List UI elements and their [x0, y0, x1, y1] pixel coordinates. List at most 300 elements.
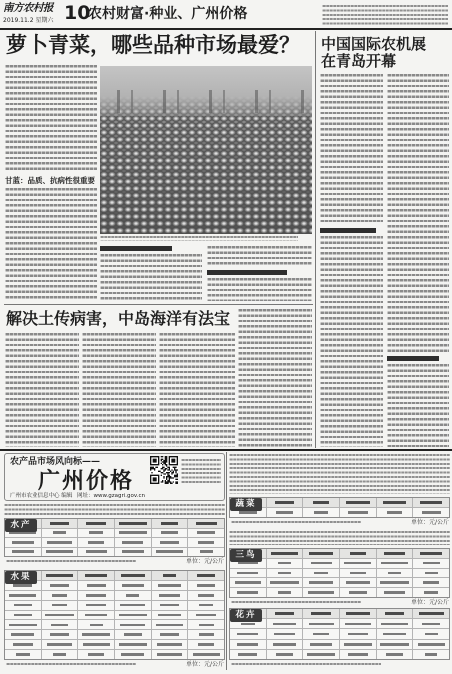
price-section-banner	[4, 453, 225, 501]
section-title: 农村财富·种业、广州价格	[88, 6, 248, 22]
table-cell-text	[197, 574, 214, 577]
table-cell	[114, 640, 151, 649]
table-cell	[339, 629, 376, 638]
table-cell	[151, 611, 188, 620]
table-cell	[412, 629, 449, 638]
table-row	[230, 639, 449, 649]
table-cell	[302, 588, 339, 597]
table-cell	[187, 571, 224, 580]
table-cell	[376, 508, 413, 517]
table-cell-text	[384, 591, 405, 594]
table-cell	[41, 538, 78, 547]
table-row	[230, 568, 449, 578]
table-cell-text	[310, 643, 332, 646]
sidebar-headline-line2: 在青岛开幕	[321, 52, 397, 70]
photo-caption	[100, 236, 298, 241]
table-row	[5, 649, 224, 659]
table-cell-text	[198, 541, 214, 544]
table-cell-text	[124, 633, 142, 636]
table-unit: 单位：元/公斤	[185, 558, 224, 565]
table-cell	[339, 588, 376, 597]
table-cell-text	[121, 574, 145, 577]
table-cell-text	[237, 572, 258, 575]
article-body-text	[5, 188, 97, 300]
table-cell-text	[350, 572, 366, 575]
table-cell-text	[383, 501, 407, 504]
table-cell-text	[344, 562, 371, 565]
table-cell-text	[307, 653, 335, 656]
table-cell	[266, 498, 303, 507]
masthead	[0, 0, 452, 28]
table-cell	[41, 519, 78, 528]
table-cell-text	[348, 633, 369, 636]
table-row	[230, 507, 449, 517]
table-cell	[77, 548, 114, 557]
table-cell-text	[87, 584, 106, 587]
table-cell-text	[120, 624, 145, 627]
table-cell-text	[83, 643, 110, 646]
table-cell-text	[386, 653, 403, 656]
table-cell-text	[9, 624, 37, 627]
table-cell-text	[346, 501, 370, 504]
table-cell	[5, 650, 41, 659]
table-cell	[5, 630, 41, 639]
table-cell	[151, 519, 188, 528]
table-cell	[302, 578, 339, 587]
table-cell-text	[198, 643, 214, 646]
table-cell	[230, 578, 266, 587]
table-cell	[187, 548, 224, 557]
table-cell	[114, 538, 151, 547]
table-cell	[5, 611, 41, 620]
table-cell-text	[388, 572, 400, 575]
table-label-vegetables: 蔬菜	[230, 498, 262, 511]
market-note-text	[229, 454, 450, 494]
price-table-flowers	[229, 608, 450, 660]
table-row	[230, 549, 449, 558]
table-cell	[151, 630, 188, 639]
table-cell	[230, 569, 266, 578]
table-cell	[412, 498, 449, 507]
table-cell-text	[85, 574, 107, 577]
table-cell	[339, 508, 376, 517]
table-cell-text	[161, 522, 177, 525]
price-section-rule	[0, 449, 452, 451]
table-cell-text	[425, 653, 438, 656]
table-cell	[376, 588, 413, 597]
table-cell-text	[122, 584, 144, 587]
table-cell	[187, 519, 224, 528]
table-cell	[77, 620, 114, 629]
table-cell-text	[424, 591, 438, 594]
table-cell-text	[275, 612, 294, 615]
table-row	[230, 498, 449, 507]
table-cell-text	[86, 594, 106, 597]
table-cell	[77, 538, 114, 547]
table-cell	[41, 548, 78, 557]
price-table-poultry	[229, 548, 450, 598]
table-cell-text	[156, 550, 183, 553]
article-divider	[4, 304, 313, 305]
table-cell	[376, 549, 413, 558]
table-cell	[151, 529, 188, 538]
table-cell-text	[90, 624, 103, 627]
table-cell-text	[88, 653, 104, 656]
table-cell-text	[423, 562, 440, 565]
issue-date: 2019.11.2 星期六	[3, 17, 54, 24]
table-cell-text	[237, 591, 258, 594]
table-cell-text	[120, 604, 145, 607]
table-cell-text	[380, 643, 408, 646]
table-cell-text	[119, 643, 147, 646]
table-cell	[302, 609, 339, 618]
table-cell	[41, 601, 78, 610]
table-cell-text	[160, 633, 179, 636]
table-cell-text	[85, 614, 107, 617]
table-cell-text	[9, 594, 36, 597]
table-cell	[412, 559, 449, 568]
table-row	[5, 547, 224, 557]
table-cell	[266, 640, 303, 649]
table-cell-text	[344, 643, 372, 646]
table-cell	[302, 650, 339, 659]
table-cell	[187, 601, 224, 610]
table-cell	[187, 591, 224, 600]
table-cell-text	[193, 653, 220, 656]
table-cell	[302, 508, 339, 517]
table-row	[5, 629, 224, 639]
table-cell	[41, 529, 78, 538]
table-cell	[41, 591, 78, 600]
table-cell-text	[14, 604, 32, 607]
table-row	[5, 519, 224, 528]
table-cell-text	[196, 522, 217, 525]
qr-code	[150, 456, 178, 484]
table-cell	[376, 640, 413, 649]
table-cell-text	[350, 552, 365, 555]
table-cell	[339, 578, 376, 587]
table-cell	[187, 529, 224, 538]
table-cell	[376, 559, 413, 568]
table-cell-text	[157, 643, 182, 646]
table-row	[5, 610, 224, 620]
table-cell-text	[86, 550, 107, 553]
price-section-website: 网址：www.gzagri.gov.cn	[77, 493, 145, 499]
table-cell	[412, 549, 449, 558]
table-cell-text	[50, 633, 69, 636]
table-cell	[412, 609, 449, 618]
table-row	[5, 580, 224, 590]
table-row	[230, 649, 449, 659]
table-cell	[266, 508, 303, 517]
table-cell	[187, 630, 224, 639]
table-cell	[339, 559, 376, 568]
table-cell-text	[235, 581, 262, 584]
table-cell-text	[314, 511, 328, 514]
table-cell-text	[419, 612, 444, 615]
table-cell-text	[47, 643, 72, 646]
table-cell	[376, 578, 413, 587]
article-body-text	[320, 74, 383, 224]
table-cell	[151, 571, 188, 580]
qr-caption-text	[181, 459, 221, 485]
table-cell-text	[271, 552, 298, 555]
table-cell	[114, 571, 151, 580]
table-label-poultry: 三鸟	[230, 549, 262, 562]
price-table-vegetables	[229, 497, 450, 518]
table-cell-text	[52, 594, 67, 597]
table-cell-text	[309, 623, 334, 626]
table-cell-text	[13, 584, 32, 587]
article-subhead: 甘蓝：品质、抗病性很重要	[5, 176, 95, 185]
table-cell	[151, 591, 188, 600]
table-cell-text	[383, 633, 405, 636]
table-cell-text	[119, 522, 147, 525]
table-cell-text	[14, 614, 32, 617]
table-cell-text	[273, 623, 295, 626]
table-cell	[230, 588, 266, 597]
price-table-fruit	[4, 570, 225, 660]
table-cell	[266, 650, 303, 659]
table-cell-text	[422, 511, 441, 514]
table-cell	[114, 630, 151, 639]
table-cell-text	[425, 572, 438, 575]
article-subhead-bar	[100, 246, 172, 251]
article-body-text	[207, 246, 312, 267]
table-cell-text	[53, 531, 67, 534]
table-row	[5, 590, 224, 600]
table-row	[230, 577, 449, 587]
table-cell	[77, 591, 114, 600]
article-body-text	[387, 74, 449, 352]
table-row	[230, 628, 449, 638]
cabbage-field-photo	[100, 66, 312, 234]
table-cell	[5, 620, 41, 629]
table-cell-text	[16, 653, 30, 656]
table-cell	[114, 519, 151, 528]
masthead-rule	[0, 28, 452, 30]
table-cell-text	[381, 623, 408, 626]
table-cell-text	[200, 550, 213, 553]
table-cell-text	[160, 604, 179, 607]
table-cell-text	[348, 511, 368, 514]
table-cell-text	[161, 531, 178, 534]
table-row	[230, 558, 449, 568]
table-cell	[41, 630, 78, 639]
table-cell	[266, 609, 303, 618]
table-cell	[114, 601, 151, 610]
table-cell	[41, 620, 78, 629]
table-row	[5, 619, 224, 629]
table-cell-text	[238, 653, 257, 656]
table-cell	[412, 640, 449, 649]
table-cell-text	[380, 581, 408, 584]
table-cell	[302, 498, 339, 507]
table-cell	[151, 650, 188, 659]
table-cell-text	[199, 624, 214, 627]
table-cell	[77, 601, 114, 610]
table-cell-text	[311, 612, 331, 615]
table-cell-text	[422, 623, 440, 626]
table-cell	[77, 650, 114, 659]
table-cell	[187, 640, 224, 649]
table-cell-text	[88, 541, 104, 544]
table-cell-text	[119, 614, 147, 617]
table-cell	[412, 508, 449, 517]
table-cell	[302, 559, 339, 568]
table-cell	[41, 640, 78, 649]
table-source-text	[231, 601, 361, 605]
table-cell-text	[156, 624, 184, 627]
table-cell-text	[50, 584, 68, 587]
article-subhead-bar	[387, 356, 439, 361]
article-body-text	[159, 333, 235, 447]
table-label-fruit: 水果	[5, 571, 37, 584]
table-cell	[187, 538, 224, 547]
editor-credits-text	[322, 5, 448, 25]
table-cell-text	[425, 633, 438, 636]
price-column-divider	[226, 452, 227, 670]
table-cell	[151, 581, 188, 590]
table-cell	[114, 591, 151, 600]
table-cell-text	[46, 574, 73, 577]
table-cell	[376, 498, 413, 507]
table-cell	[266, 559, 303, 568]
table-cell-text	[239, 511, 257, 514]
table-cell	[5, 640, 41, 649]
table-cell	[77, 640, 114, 649]
table-cell	[151, 538, 188, 547]
table-cell-text	[158, 584, 181, 587]
table-cell-text	[420, 501, 442, 504]
table-cell-text	[385, 612, 403, 615]
photo-farmers	[100, 90, 312, 114]
table-cell	[114, 611, 151, 620]
table-cell	[230, 650, 266, 659]
table-cell-text	[274, 633, 294, 636]
table-cell-text	[241, 623, 255, 626]
table-cell-text	[82, 633, 110, 636]
article-body-text	[5, 65, 97, 173]
table-cell	[114, 548, 151, 557]
table-cell-text	[420, 552, 442, 555]
price-section-kicker: 农产品市场风向标——	[10, 457, 101, 467]
table-cell-text	[86, 522, 106, 525]
newspaper-logo: 南方农村报	[3, 2, 53, 14]
table-cell	[41, 650, 78, 659]
table-cell-text	[423, 581, 439, 584]
table-cell-text	[121, 653, 144, 656]
table-cell-text	[387, 511, 401, 514]
table-cell-text	[122, 541, 143, 544]
table-cell	[77, 611, 114, 620]
table-cell-text	[12, 550, 34, 553]
table-row	[5, 528, 224, 538]
qr-pattern	[150, 456, 178, 484]
table-cell	[187, 611, 224, 620]
table-row	[230, 609, 449, 618]
sidebar-divider	[315, 31, 316, 448]
table-cell-text	[349, 591, 366, 594]
table-cell	[376, 609, 413, 618]
table-cell-text	[51, 624, 69, 627]
table-cell-text	[46, 550, 74, 553]
article-subhead-bar	[207, 270, 287, 275]
table-cell-text	[273, 643, 297, 646]
table-cell	[5, 548, 41, 557]
table-cell-text	[309, 581, 333, 584]
table-cell-text	[160, 541, 179, 544]
table-cell	[77, 581, 114, 590]
table-cell-text	[45, 614, 73, 617]
table-row	[5, 571, 224, 580]
sidebar-headline-line1: 中国国际农机展	[321, 35, 427, 53]
table-cell	[151, 601, 188, 610]
table-cell-text	[270, 581, 298, 584]
table-cell	[376, 619, 413, 628]
table-cell	[77, 519, 114, 528]
table-cell	[187, 650, 224, 659]
table-row	[5, 600, 224, 610]
table-cell	[339, 609, 376, 618]
table-cell-text	[126, 594, 139, 597]
page-number: 10	[64, 2, 91, 24]
table-cell-text	[197, 584, 215, 587]
table-cell-text	[278, 572, 292, 575]
table-cell	[41, 581, 78, 590]
table-cell	[376, 569, 413, 578]
table-cell	[302, 619, 339, 628]
table-cell-text	[12, 541, 35, 544]
table-row	[230, 587, 449, 597]
table-cell-text	[346, 612, 371, 615]
table-cell-text	[157, 653, 183, 656]
table-source-text	[6, 560, 136, 564]
table-cell-text	[122, 550, 144, 553]
table-cell	[114, 620, 151, 629]
price-table-aquatic	[4, 518, 225, 557]
table-cell-text	[314, 572, 328, 575]
table-cell-text	[237, 643, 258, 646]
market-note-text	[229, 531, 450, 545]
table-cell	[266, 629, 303, 638]
table-cell-text	[309, 552, 333, 555]
table-cell-text	[89, 531, 103, 534]
table-cell	[376, 629, 413, 638]
table-source-text	[231, 663, 381, 667]
table-cell-text	[346, 581, 371, 584]
table-cell-text	[13, 643, 33, 646]
table-cell	[266, 588, 303, 597]
article-body-text	[100, 254, 202, 301]
table-cell	[412, 588, 449, 597]
table-cell-text	[159, 594, 180, 597]
table-source-text	[6, 663, 136, 667]
table-label-aquatic: 水产	[5, 519, 37, 532]
table-cell-text	[197, 531, 214, 534]
table-cell	[5, 601, 41, 610]
table-cell	[114, 581, 151, 590]
table-cell-text	[53, 653, 67, 656]
table-cell-text	[313, 633, 329, 636]
table-cell	[41, 611, 78, 620]
table-cell	[77, 630, 114, 639]
table-cell	[114, 529, 151, 538]
article-body-text	[387, 364, 449, 447]
table-source-text	[231, 521, 361, 525]
table-unit: 单位：元/公斤	[185, 661, 224, 668]
table-cell	[230, 640, 266, 649]
